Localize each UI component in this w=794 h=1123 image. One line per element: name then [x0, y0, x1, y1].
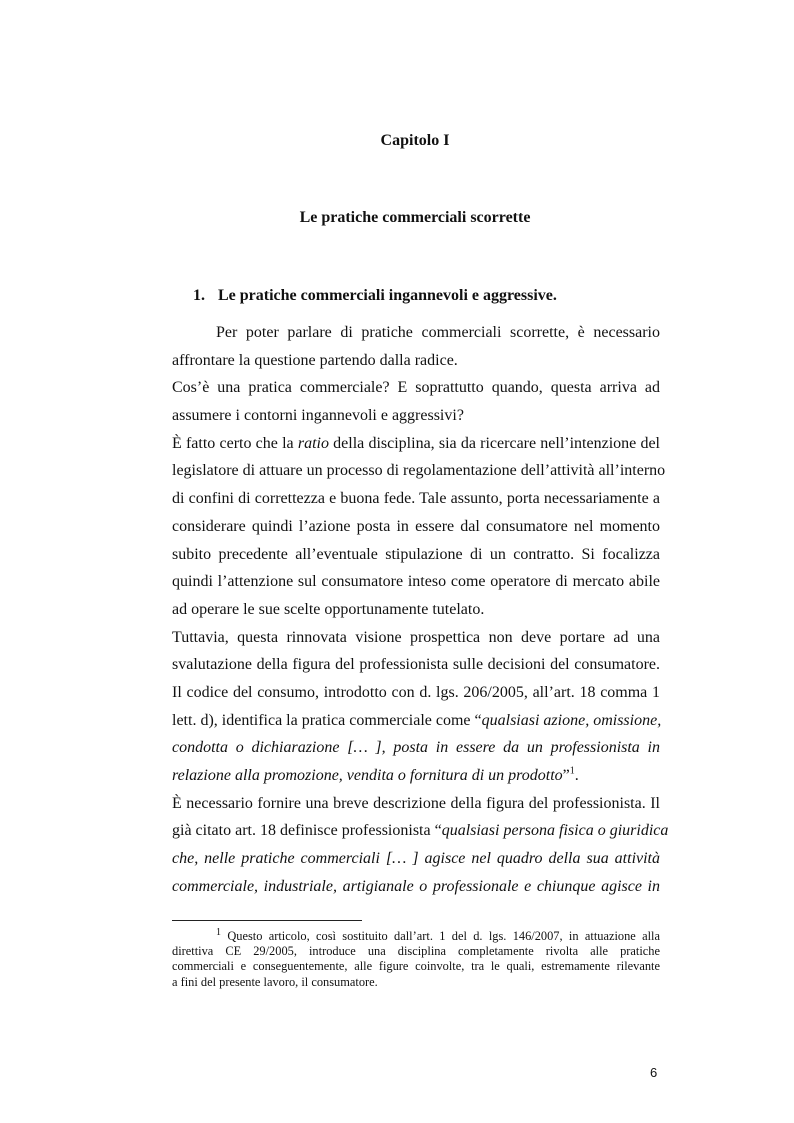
text-line: assumere i contorni ingannevoli e aggressivi? [172, 407, 464, 425]
text-line: Cos’è una pratica commerciale? E soprattutto quando, questa arriva ad [172, 379, 660, 397]
text-line: affrontare la questione partendo dalla radice. [172, 351, 458, 369]
footnote-ref[interactable]: 1 [569, 765, 575, 777]
page-number: 6 [650, 1065, 658, 1080]
text-line [172, 845, 660, 873]
text-segment: della disciplina, sia da ricercare nell’intenzione del [328, 434, 661, 452]
text-line: ad operare le sue scelte opportunamente tutelato. [172, 600, 485, 618]
section-heading [193, 287, 557, 305]
section-number: 1. [193, 287, 205, 304]
chapter-heading: Capitolo I [380, 132, 450, 149]
text-line [172, 707, 660, 735]
quote-italic: commerciale, industriale, artigianale o professionale e chiunque agisce in [172, 877, 660, 895]
section-title: Le pratiche commerciali ingannevoli e aggressive. [218, 287, 557, 304]
chapter-title: Le pratiche commerciali scorrette [299, 209, 531, 226]
text-line [172, 430, 660, 458]
text-line: considerare quindi l’azione posta in essere dal consumatore nel momento [172, 517, 660, 535]
footnote-line: a fini del presente lavoro, il consumatore. [172, 974, 378, 989]
text-line [172, 734, 660, 762]
footnote-line [172, 926, 660, 944]
quote-italic: qualsiasi persona fisica o giuridica [441, 822, 669, 840]
text-line: È necessario fornire una breve descrizione della figura del professionista. Il [172, 794, 660, 812]
text-segment: già citato art. 18 definisce professionista “ [172, 822, 442, 840]
text-line [172, 762, 660, 790]
footnote-text: Questo articolo, così sostituito dall’art. 1 del d. lgs. 146/2007, in attuazione alla [221, 929, 660, 943]
quote-italic: qualsiasi azione, omissione, [481, 711, 662, 729]
text-line: Il codice del consumo, introdotto con d. lgs. 206/2005, all’art. 18 comma 1 [172, 683, 660, 701]
footnote [172, 926, 660, 990]
text-segment: È fatto certo che la [172, 434, 298, 452]
quote-italic: condotta o dichiarazione [… ], posta in essere da un professionista in [172, 739, 660, 757]
quote-italic: relazione alla promozione, vendita o fornitura di un prodotto [172, 767, 563, 784]
text-line: quindi l’attenzione sul consumatore inteso come operatore di mercato abile [172, 573, 660, 591]
text-line: svalutazione della figura del professionista sulle decisioni del consumatore. [172, 656, 660, 674]
quote-italic: che, nelle pratiche commerciali [… ] agisce nel quadro della sua attività [172, 850, 660, 868]
text-segment: . [574, 767, 579, 784]
text-line [172, 873, 660, 901]
text-line: Tuttavia, questa rinnovata visione prospettica non deve portare ad una [172, 628, 660, 646]
text-segment: ” [562, 767, 570, 784]
footnote-marker: 1 [216, 926, 221, 938]
text-line: Per poter parlare di pratiche commerciali scorrette, è necessario [216, 324, 660, 341]
body-text [172, 319, 669, 900]
text-line: di confini di correttezza e buona fede. Tale assunto, porta necessariamente a [172, 490, 660, 508]
footnote-divider [172, 920, 362, 921]
italic-term: ratio [297, 434, 329, 452]
text-line [172, 817, 669, 845]
text-line: subito precedente all’eventuale stipulazione di un contratto. Si focalizza [172, 545, 660, 563]
footnote-line: direttiva CE 29/2005, introduce una disciplina completamente rivolta alle pratiche [172, 944, 660, 959]
text-segment: lett. d), identifica la pratica commerciale come “ [172, 711, 482, 729]
footnote-line: commerciali e conseguentemente, alle figure coinvolte, tra le quali, estremamente rilevante [172, 959, 660, 974]
text-line: legislatore di attuare un processo di regolamentazione dell’attività all’interno [172, 462, 666, 480]
